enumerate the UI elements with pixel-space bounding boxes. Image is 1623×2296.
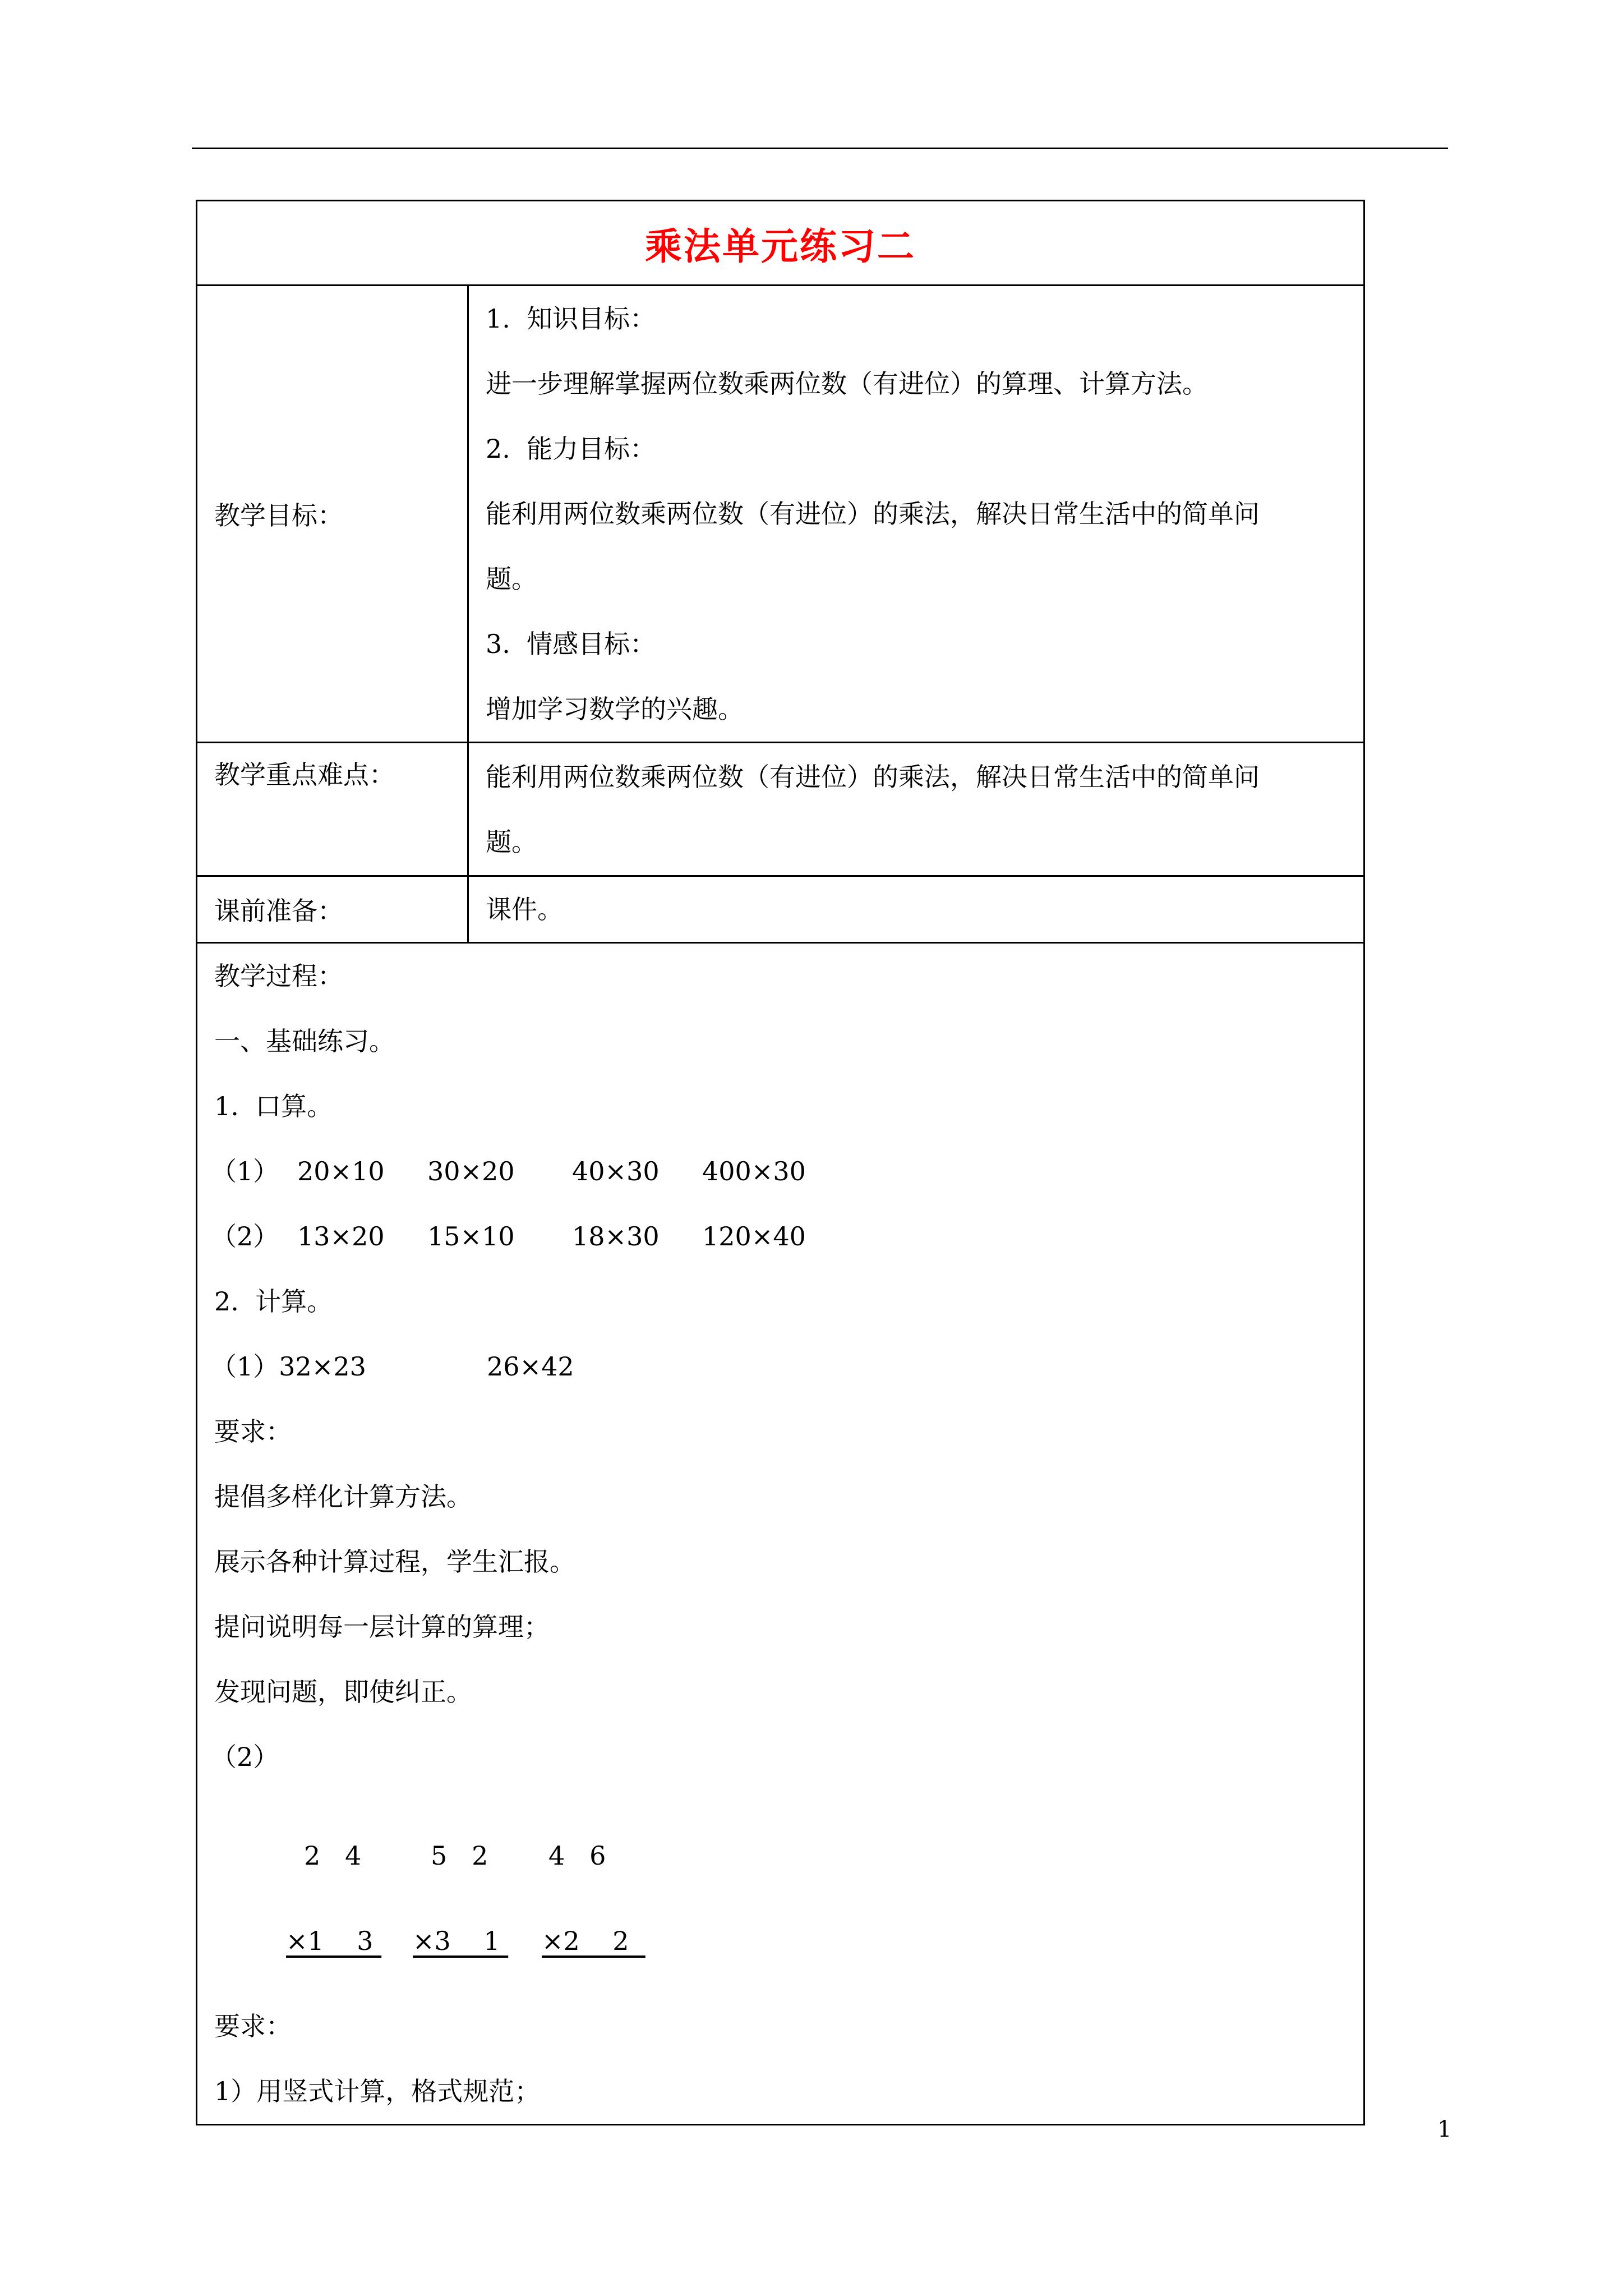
oral-problem: 120×40 <box>702 1221 806 1251</box>
vertical-multiplier: ×1 3 <box>286 1926 382 1956</box>
document-title: 乘法单元练习二 <box>645 224 916 268</box>
page-number: 1 <box>1437 2116 1452 2142</box>
objective-line: 能利用两位数乘两位数（有进位）的乘法，解决日常生活中的简单问 <box>486 499 1260 529</box>
requirement-line: 提倡多样化计算方法。 <box>214 1481 472 1512</box>
calc2-label: （2） <box>211 1742 279 1772</box>
section-basic-practice: 一、基础练习。 <box>214 1026 395 1056</box>
calc-problem: （1）32×23 <box>211 1351 366 1382</box>
item-oral-calc: 1. 口算。 <box>214 1091 333 1121</box>
oral-row-2 <box>211 1204 1363 1269</box>
objective-line: 增加学习数学的兴趣。 <box>486 694 744 724</box>
objective-line: 3. 情感目标： <box>486 629 656 659</box>
requirement-line: 提问说明每一层计算的算理； <box>214 1612 550 1642</box>
vertical-multiplicand: 2 4 <box>304 1841 362 1871</box>
vertical-multiplier: ×3 1 <box>413 1926 509 1956</box>
prep-label: 课前准备： <box>197 876 468 943</box>
keypoint-line: 能利用两位数乘两位数（有进位）的乘法，解决日常生活中的简单问 <box>486 761 1260 792</box>
vertical-multiplicand: 5 2 <box>431 1841 488 1871</box>
spacer <box>214 1888 1363 1908</box>
objective-line: 2. 能力目标： <box>486 434 656 464</box>
calc-row-2-label <box>211 1724 1363 1789</box>
vertical-multiplier: ×2 2 <box>542 1926 645 1956</box>
oral-problem: 400×30 <box>702 1156 806 1186</box>
oral-problem: 30×20 <box>427 1156 515 1186</box>
oral-problem: 13×20 <box>297 1221 385 1251</box>
keypoints-label: 教学重点难点： <box>197 743 468 876</box>
calc-row-1 <box>211 1334 1363 1399</box>
objectives-content <box>468 286 1364 743</box>
oral-problem: 20×10 <box>297 1156 385 1186</box>
keypoints-content <box>468 743 1364 876</box>
process-heading: 教学过程： <box>214 961 343 991</box>
process-cell <box>197 943 1364 2125</box>
spacer <box>214 1973 1363 1994</box>
requirements-label-2: 要求： <box>214 2011 292 2041</box>
requirement-line: 展示各种计算过程，学生汇报。 <box>214 1547 575 1577</box>
oral-row-label: （1） <box>211 1156 279 1186</box>
oral-row-1 <box>211 1139 1363 1204</box>
objectives-label: 教学目标： <box>197 286 468 743</box>
oral-problem: 40×30 <box>572 1156 660 1186</box>
header-rule <box>192 148 1448 149</box>
lesson-plan-table <box>196 200 1365 2125</box>
requirement-line: 1）用竖式计算，格式规范； <box>214 2076 541 2106</box>
prep-content: 课件。 <box>468 876 1364 943</box>
objective-line: 进一步理解掌握两位数乘两位数（有进位）的算理、计算方法。 <box>486 369 1208 399</box>
requirements-label: 要求： <box>214 1416 292 1447</box>
oral-row-label: （2） <box>211 1221 279 1251</box>
spacer <box>214 1789 1363 1823</box>
objective-line: 1. 知识目标： <box>486 303 656 334</box>
oral-problem: 15×10 <box>427 1221 515 1251</box>
calc-problem: 26×42 <box>487 1351 574 1382</box>
vertical-bottom-row <box>214 1908 1363 1973</box>
item-calc: 2. 计算。 <box>214 1286 333 1317</box>
keypoint-line: 题。 <box>486 826 537 857</box>
vertical-multiplicand: 4 6 <box>548 1841 606 1871</box>
objective-line: 题。 <box>486 564 537 594</box>
vertical-top-row <box>214 1823 1363 1888</box>
title-cell <box>197 201 1364 286</box>
oral-problem: 18×30 <box>572 1221 660 1251</box>
requirement-line: 发现问题，即使纠正。 <box>214 1677 472 1707</box>
